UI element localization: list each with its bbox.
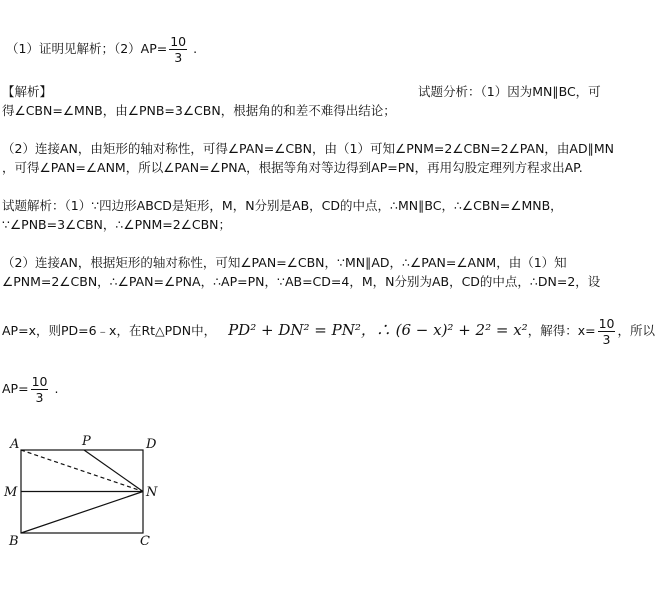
label-n: N <box>146 485 158 500</box>
final-fraction-den: 3 <box>35 390 44 405</box>
x-fraction <box>598 316 616 347</box>
label-p: P <box>82 434 91 449</box>
answer-fraction <box>169 34 187 65</box>
answer-line <box>6 34 197 65</box>
label-m: M <box>4 485 18 500</box>
rectangle-figure <box>0 430 170 555</box>
segment-an-dashed <box>21 450 143 492</box>
segment-bn <box>21 492 143 534</box>
solution-line-3: （2）连接AN，根据矩形的轴对称性，可知∠PAN=∠CBN，∵MN∥AD，∴∠PAN=∠ANM，由（1）知 <box>2 255 567 270</box>
solution-line-5 <box>2 316 655 347</box>
label-b: B <box>9 534 19 549</box>
analysis-header: 【解析】 <box>2 84 53 99</box>
label-c: C <box>140 534 150 549</box>
final-fraction-num: 10 <box>31 374 48 389</box>
answer-fraction-num: 10 <box>170 34 187 49</box>
final-prefix: AP= <box>2 381 29 396</box>
answer-prefix: （1）证明见解析；（2）AP= <box>6 41 168 56</box>
analysis-line-4: ，可得∠PAN=∠ANM，所以∠PAN=∠PNA，根据等角对等边得到AP=PN，再用勾股定理列方程求出AP. <box>2 160 583 175</box>
solution-line-5-a: AP=x，则PD=6﹣x，在Rt△PDN中， <box>2 323 217 338</box>
final-suffix: . <box>54 381 59 396</box>
solution-line-4: ∠PNM=2∠CBN，∴∠PAN=∠PNA，∴AP=PN，∵AB=CD=4，M，N分别为AB，CD的中点，∴DN=2，设 <box>2 274 601 289</box>
label-a: A <box>10 437 20 452</box>
analysis-right-text: 试题分析：（1）因为MN∥BC，可 <box>418 84 601 99</box>
equation-substituted: ，∴ (6 − x)² + 2² = x² <box>360 321 528 339</box>
solution-line-1: 试题解析：（1）∵四边形ABCD是矩形，M，N分别是AB，CD的中点，∴MN∥BC，∴∠CBN=∠MNB， <box>2 198 563 213</box>
solution-line-5-b: ，解得：x= <box>527 323 596 338</box>
label-d: D <box>146 437 157 452</box>
solution-line-5-c: ，所以 <box>617 323 655 338</box>
analysis-line-2: 得∠CBN=∠MNB，由∠PNB=3∠CBN，根据角的和差不难得出结论； <box>2 103 396 118</box>
segment-pn <box>84 450 143 492</box>
solution-line-2: ∵∠PNB=3∠CBN，∴∠PNM=2∠CBN； <box>2 217 232 232</box>
answer-fraction-den: 3 <box>174 50 183 65</box>
analysis-line-3: （2）连接AN，由矩形的轴对称性，可得∠PAN=∠CBN，由（1）可知∠PNM=2∠CBN=2∠PAN，由AD∥MN <box>2 141 614 156</box>
x-fraction-den: 3 <box>602 332 611 347</box>
final-answer-line <box>2 374 58 405</box>
equation-pythagoras: PD² + DN² = PN² <box>228 321 361 339</box>
final-fraction <box>31 374 49 405</box>
x-fraction-num: 10 <box>598 316 615 331</box>
answer-suffix: . <box>193 41 198 56</box>
